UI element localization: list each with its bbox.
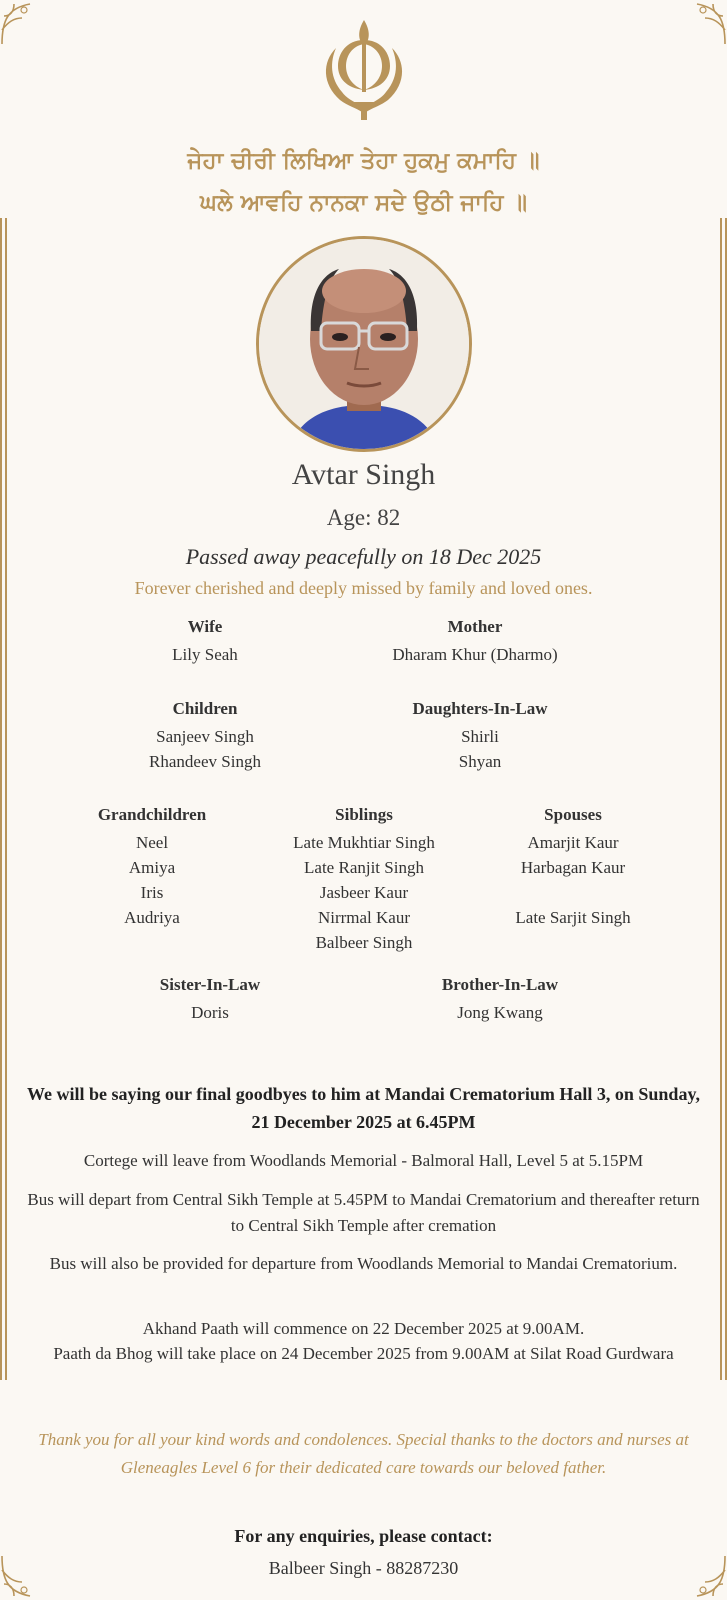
family-member: Amiya — [128, 858, 176, 877]
akhand-paath-info: Akhand Paath will commence on 22 December 2025 at 9.00AM. — [142, 1319, 585, 1338]
family-member: Late Ranjit Singh — [304, 858, 424, 877]
family-member: Doris — [191, 1003, 229, 1022]
family-member: Jong Kwang — [457, 1003, 543, 1022]
gurbani-line-2: ਘਲੇ ਆਵਹਿ ਨਾਨਕਾ ਸਦੇ ਉਠੀ ਜਾਹਿ ॥ — [199, 190, 528, 216]
deceased-age: Age: 82 — [326, 505, 401, 530]
family-member: Neel — [135, 833, 169, 852]
enquiries-heading: For any enquiries, please contact: — [234, 1526, 493, 1546]
group-heading: Spouses — [544, 805, 602, 824]
family-member: Amarjit Kaur — [527, 833, 619, 852]
family-group-grandchildren — [72, 802, 232, 930]
family-member: Harbagan Kaur — [520, 858, 626, 877]
family-member: Jasbeer Kaur — [319, 883, 409, 902]
family-member: Iris — [140, 883, 164, 902]
family-member: Lily Seah — [172, 645, 238, 664]
spacer — [478, 880, 668, 905]
family-group-sister-in-law — [130, 972, 290, 1025]
cortege-info: Cortege will leave from Woodlands Memorial - Balmoral Hall, Level 5 at 5.15PM — [83, 1151, 644, 1170]
family-group-daughters-in-law — [375, 696, 585, 774]
portrait-photo — [256, 236, 472, 452]
ornament-corner-icon — [0, 0, 46, 46]
group-heading: Siblings — [335, 805, 393, 824]
group-heading: Mother — [447, 617, 503, 636]
group-heading: Daughters-In-Law — [412, 699, 548, 718]
family-member: Balbeer Singh — [315, 933, 413, 952]
family-member: Rhandeev Singh — [149, 752, 261, 771]
family-group-spouses — [478, 802, 668, 930]
gurbani-line-1: ਜੇਹਾ ਚੀਰੀ ਲਿਖਿਆ ਤੇਹਾ ਹੁਕਮੁ ਕਮਾਹਿ ॥ — [187, 148, 540, 174]
family-member: Late Mukhtiar Singh — [293, 833, 435, 852]
thank-you-message: Thank you for all your kind words and condolences. Special thanks to the doctors and nurses at Gleneagles Level 6 for their dedicated care towards our beloved father. — [38, 1430, 689, 1477]
left-border-rail — [0, 218, 7, 1380]
bus-info-2: Bus will also be provided for departure from Woodlands Memorial to Mandai Crematorium. — [49, 1254, 678, 1273]
family-member: Nirrmal Kaur — [317, 908, 411, 927]
ornament-corner-icon — [681, 0, 727, 46]
khanda-icon — [318, 18, 410, 122]
family-member: Dharam Khur (Dharmo) — [392, 645, 558, 664]
family-member: Shirli — [461, 727, 499, 746]
group-heading: Children — [172, 699, 238, 718]
bhog-info: Paath da Bhog will take place on 24 December 2025 from 9.00AM at Silat Road Gurdwara — [53, 1344, 674, 1363]
family-group-siblings — [266, 802, 462, 955]
group-heading: Brother-In-Law — [441, 975, 559, 994]
family-group-brother-in-law — [415, 972, 585, 1025]
family-member: Shyan — [458, 752, 502, 771]
family-member: Audriya — [124, 908, 180, 927]
right-border-rail — [720, 218, 727, 1380]
family-member: Late Sarjit Singh — [515, 908, 631, 927]
family-member: Sanjeev Singh — [156, 727, 254, 746]
tribute-line: Forever cherished and deeply missed by family and loved ones. — [134, 578, 593, 598]
passed-away-line: Passed away peacefully on 18 Dec 2025 — [185, 544, 542, 569]
contact-info: Balbeer Singh - 88287230 — [268, 1558, 459, 1578]
family-group-children — [115, 696, 295, 774]
family-group-wife — [125, 614, 285, 667]
group-heading: Sister-In-Law — [159, 975, 261, 994]
farewell-announcement: We will be saying our final goodbyes to him at Mandai Crematorium Hall 3, on Sunday, 21 December 2025 at 6.45PM — [27, 1084, 700, 1132]
bus-info-1: Bus will depart from Central Sikh Temple at 5.45PM to Mandai Crematorium and thereafter return to Central Sikh Temple after cremation — [27, 1190, 700, 1235]
deceased-name: Avtar Singh — [291, 458, 436, 491]
family-group-mother — [345, 614, 605, 667]
group-heading: Wife — [187, 617, 223, 636]
group-heading: Grandchildren — [97, 805, 207, 824]
